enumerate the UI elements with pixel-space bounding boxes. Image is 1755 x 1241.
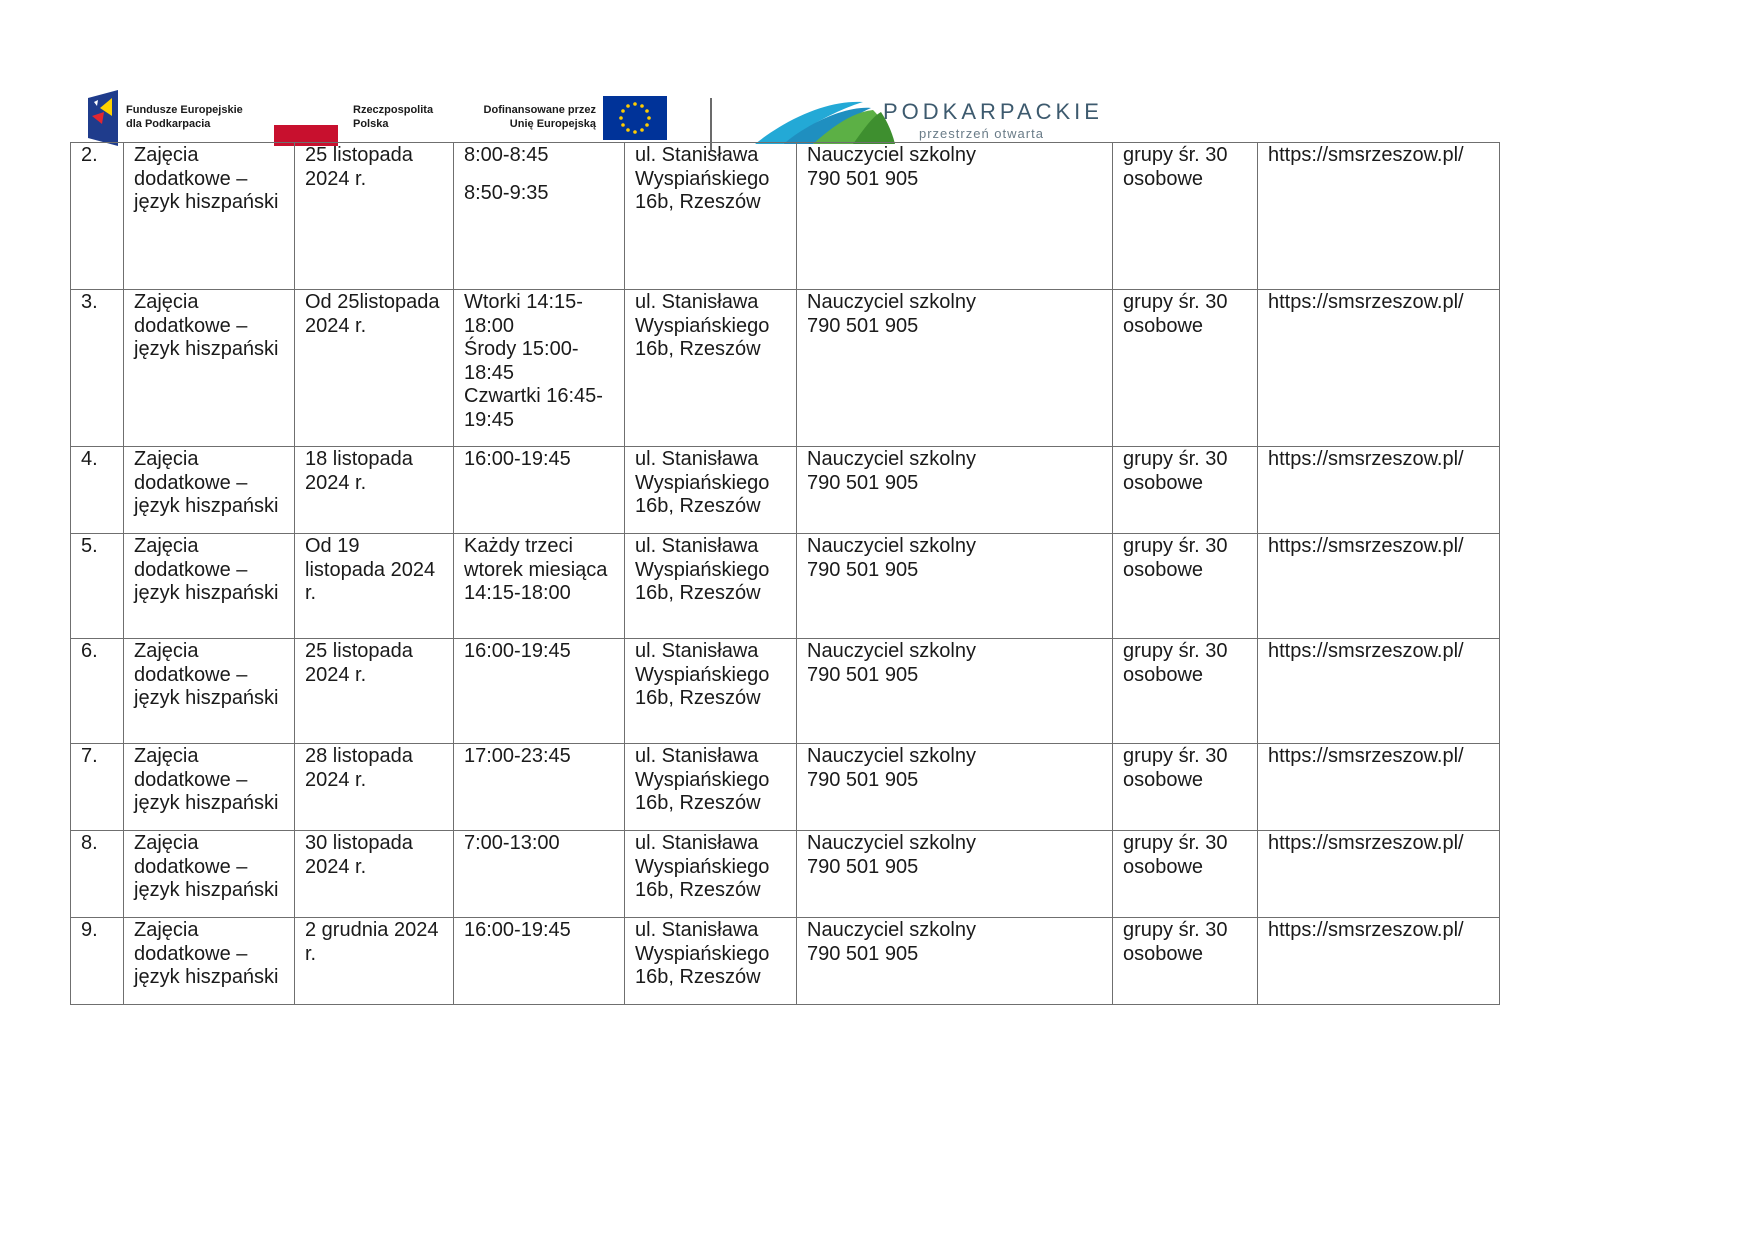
time-cell-line: 16:00-19:45 <box>464 448 571 470</box>
time-cell-line: 7:00-13:00 <box>464 832 560 854</box>
row-number-cell: 6. <box>71 639 124 744</box>
activity-cell: Zajęcia dodatkowe – język hiszpański <box>124 534 295 639</box>
contact-cell <box>797 831 1113 918</box>
contact-cell-line: 790 501 905 <box>807 314 919 337</box>
contact-cell-line: Nauczyciel szkolny <box>807 448 976 470</box>
contact-cell-line: Nauczyciel szkolny <box>807 640 976 662</box>
polish-flag-icon <box>274 104 338 146</box>
eu-cofinancing-text: Dofinansowane przez Unię Europejską <box>483 104 596 130</box>
time-cell-line: 16:00-19:45 <box>464 640 571 662</box>
table-row <box>71 744 1500 831</box>
website-cell[interactable]: https://smsrzeszow.pl/ <box>1258 639 1500 744</box>
table-row <box>71 143 1500 290</box>
rzeczpospolita-polska-text: Rzeczpospolita Polska <box>353 104 434 130</box>
time-cell-line: 8:50-9:35 <box>464 181 549 204</box>
time-cell-line: Czwartki 16:45-19:45 <box>464 385 603 431</box>
website-cell[interactable]: https://smsrzeszow.pl/ <box>1258 831 1500 918</box>
address-cell: ul. Stanisława Wyspiańskiego 16b, Rzeszów <box>625 918 797 1005</box>
contact-cell-line: 790 501 905 <box>807 558 919 581</box>
address-cell: ul. Stanisława Wyspiańskiego 16b, Rzeszów <box>625 534 797 639</box>
time-cell <box>454 831 625 918</box>
website-cell[interactable]: https://smsrzeszow.pl/ <box>1258 918 1500 1005</box>
group-size-cell: grupy śr. 30 osobowe <box>1113 534 1258 639</box>
date-cell: 25 listopada 2024 r. <box>295 639 454 744</box>
date-cell: Od 25listopada 2024 r. <box>295 290 454 447</box>
time-cell <box>454 918 625 1005</box>
contact-cell-line: Nauczyciel szkolny <box>807 832 976 854</box>
contact-cell-line: Nauczyciel szkolny <box>807 535 976 557</box>
group-size-cell: grupy śr. 30 osobowe <box>1113 744 1258 831</box>
fundusze-europejskie-text: Fundusze Europejskie dla Podkarpacia <box>126 104 243 130</box>
table-row <box>71 290 1500 447</box>
schedule-table <box>70 142 1500 1005</box>
date-cell: 28 listopada 2024 r. <box>295 744 454 831</box>
time-cell <box>454 744 625 831</box>
group-size-cell: grupy śr. 30 osobowe <box>1113 831 1258 918</box>
contact-cell-line: 790 501 905 <box>807 167 919 190</box>
date-cell: 18 listopada 2024 r. <box>295 447 454 534</box>
fundusze-europejskie-mark-icon <box>88 90 118 146</box>
activity-cell: Zajęcia dodatkowe – język hiszpański <box>124 290 295 447</box>
contact-cell <box>797 534 1113 639</box>
table-row <box>71 918 1500 1005</box>
time-cell-line: Każdy trzeci wtorek miesiąca 14:15-18:00 <box>464 535 608 604</box>
time-cell <box>454 290 625 447</box>
group-size-cell: grupy śr. 30 osobowe <box>1113 918 1258 1005</box>
address-cell: ul. Stanisława Wyspiańskiego 16b, Rzeszów <box>625 447 797 534</box>
eu-flag-icon <box>603 96 667 140</box>
row-number-cell: 7. <box>71 744 124 831</box>
contact-cell-line: 790 501 905 <box>807 471 919 494</box>
contact-cell <box>797 447 1113 534</box>
activity-cell: Zajęcia dodatkowe – język hiszpański <box>124 639 295 744</box>
contact-cell-line: 790 501 905 <box>807 768 919 791</box>
contact-cell <box>797 918 1113 1005</box>
activity-cell: Zajęcia dodatkowe – język hiszpański <box>124 918 295 1005</box>
podkarpackie-swoosh-icon <box>753 94 903 148</box>
activity-cell: Zajęcia dodatkowe – język hiszpański <box>124 447 295 534</box>
contact-cell-line: Nauczyciel szkolny <box>807 919 976 941</box>
table-row <box>71 447 1500 534</box>
contact-cell <box>797 290 1113 447</box>
time-cell-line: Wtorki 14:15-18:00 <box>464 291 583 337</box>
activity-cell: Zajęcia dodatkowe – język hiszpański <box>124 744 295 831</box>
row-number-cell: 5. <box>71 534 124 639</box>
time-cell-line: 8:00-8:45 <box>464 144 549 166</box>
website-cell[interactable]: https://smsrzeszow.pl/ <box>1258 447 1500 534</box>
group-size-cell: grupy śr. 30 osobowe <box>1113 639 1258 744</box>
schedule-table-body <box>71 143 1500 1005</box>
table-row <box>71 831 1500 918</box>
address-cell: ul. Stanisława Wyspiańskiego 16b, Rzeszów <box>625 290 797 447</box>
table-row <box>71 639 1500 744</box>
row-number-cell: 8. <box>71 831 124 918</box>
date-cell: 25 listopada 2024 r. <box>295 143 454 290</box>
website-cell[interactable]: https://smsrzeszow.pl/ <box>1258 744 1500 831</box>
activity-cell: Zajęcia dodatkowe – język hiszpański <box>124 831 295 918</box>
address-cell: ul. Stanisława Wyspiańskiego 16b, Rzeszów <box>625 639 797 744</box>
contact-cell-line: Nauczyciel szkolny <box>807 144 976 166</box>
date-cell: 30 listopada 2024 r. <box>295 831 454 918</box>
website-cell[interactable]: https://smsrzeszow.pl/ <box>1258 143 1500 290</box>
region-name: PODKARPACKIE <box>883 99 1103 124</box>
time-cell-line: 16:00-19:45 <box>464 919 571 941</box>
contact-cell-line: Nauczyciel szkolny <box>807 291 976 313</box>
time-cell-line: Środy 15:00-18:45 <box>464 338 579 384</box>
contact-cell-line: 790 501 905 <box>807 855 919 878</box>
table-row <box>71 534 1500 639</box>
row-number-cell: 4. <box>71 447 124 534</box>
contact-cell <box>797 143 1113 290</box>
contact-cell <box>797 639 1113 744</box>
time-cell <box>454 143 625 290</box>
contact-cell <box>797 744 1113 831</box>
address-cell: ul. Stanisława Wyspiańskiego 16b, Rzeszów <box>625 831 797 918</box>
date-cell: 2 grudnia 2024 r. <box>295 918 454 1005</box>
region-tagline: przestrzeń otwarta <box>919 126 1044 141</box>
address-cell: ul. Stanisława Wyspiańskiego 16b, Rzeszów <box>625 744 797 831</box>
contact-cell-line: Nauczyciel szkolny <box>807 745 976 767</box>
row-number-cell: 2. <box>71 143 124 290</box>
address-cell: ul. Stanisława Wyspiańskiego 16b, Rzeszów <box>625 143 797 290</box>
group-size-cell: grupy śr. 30 osobowe <box>1113 143 1258 290</box>
activity-cell: Zajęcia dodatkowe – język hiszpański <box>124 143 295 290</box>
group-size-cell: grupy śr. 30 osobowe <box>1113 447 1258 534</box>
website-cell[interactable]: https://smsrzeszow.pl/ <box>1258 534 1500 639</box>
contact-cell-line: 790 501 905 <box>807 663 919 686</box>
time-cell <box>454 639 625 744</box>
contact-cell-line: 790 501 905 <box>807 942 919 965</box>
date-cell: Od 19 listopada 2024 r. <box>295 534 454 639</box>
group-size-cell: grupy śr. 30 osobowe <box>1113 290 1258 447</box>
time-cell <box>454 447 625 534</box>
website-cell[interactable]: https://smsrzeszow.pl/ <box>1258 290 1500 447</box>
row-number-cell: 3. <box>71 290 124 447</box>
time-cell <box>454 534 625 639</box>
row-number-cell: 9. <box>71 918 124 1005</box>
time-cell-line: 17:00-23:45 <box>464 745 571 767</box>
